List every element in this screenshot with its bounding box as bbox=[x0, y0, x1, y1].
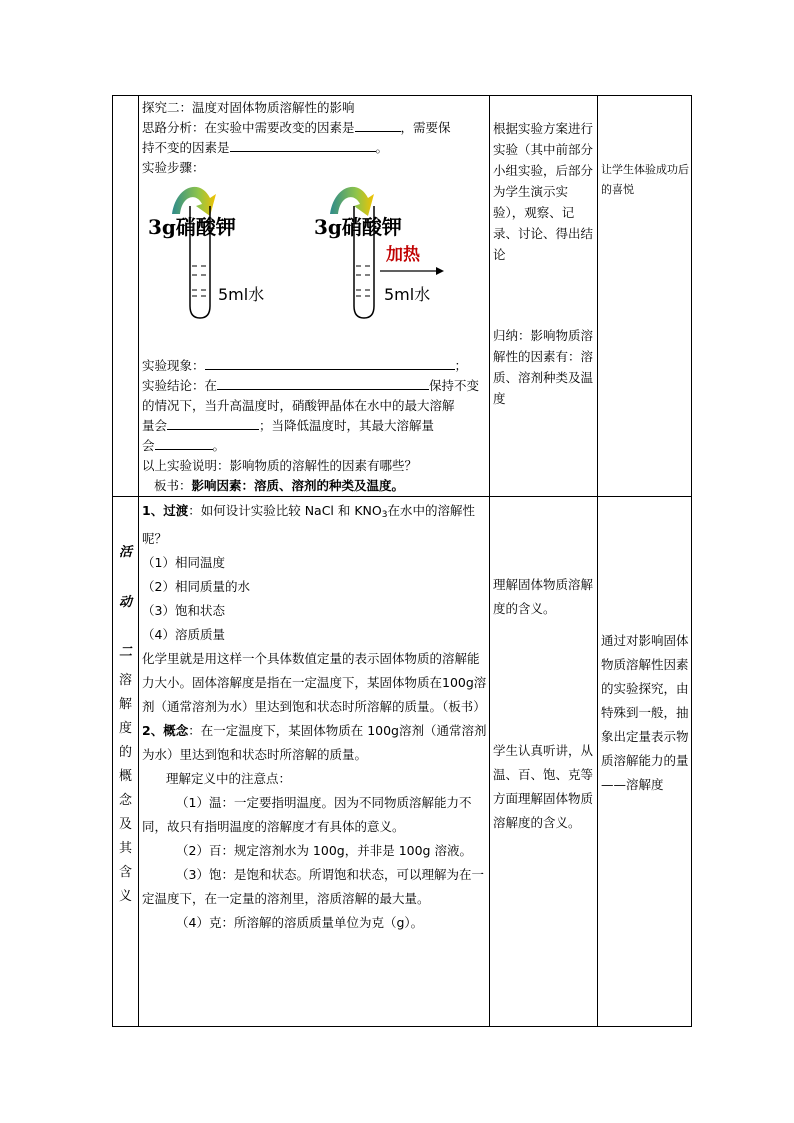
condition-item: （1）相同温度 bbox=[142, 555, 225, 570]
figure-right-solute: 3g硝酸钾 bbox=[314, 215, 402, 239]
design-intent-text-2: 通过对影响固体物质溶解性因素的实验探究，由特殊到一般，抽象出定量表示物质溶解能力的量——溶解度 bbox=[601, 633, 689, 792]
student-activity-text: 根据实验方案进行实验（其中前部分小组实验，后部分为学生演示实验），观察、记录、讨论、得出结论 bbox=[493, 121, 594, 262]
note-saturation: （3）饱：是饱和状态。所谓饱和状态，可以理解为在一定温度下，在一定量的溶剂里，溶质溶解的最大量。 bbox=[142, 867, 484, 906]
inquiry-title: 探究二：温度对固体物质溶解性的影响 bbox=[142, 100, 355, 115]
teacher-content-cell: 探究二：温度对固体物质溶解性的影响 思路分析：在实验中需要改变的因素是 ，需要保 持不变的因素是 。 实验步骤： 3g硝酸钾 5ml水 3g硝酸钾 加热 5ml水 实验现象： ； 实验结论：在 保持不变 的情况下，当升高温度时，硝酸钾晶体在水中的最大溶解 量会 ；当降低温度时，其最大溶解量 会 。 以上实验说明：影响物质的溶解性的因素有哪些？ 板书：影响因素：溶质、溶剂的种类及温度。 bbox=[139, 96, 490, 497]
student-activity-cell-2 bbox=[490, 497, 598, 1027]
condition-item: （4）溶质质量 bbox=[142, 627, 225, 642]
note-hundred: （2）百：规定溶剂水为 100g，并非是 100g 溶液。 bbox=[176, 843, 472, 858]
transition-text: 1、过渡：如何设计实验比较 NaCl 和 $KNO_3$在水中的溶解性呢？ bbox=[142, 503, 475, 546]
heat-arrow-icon bbox=[380, 267, 444, 275]
pour-arrow-icon-right bbox=[330, 187, 374, 216]
question-line: 以上实验说明：影响物质的溶解性的因素有哪些？ bbox=[142, 458, 418, 473]
student-understanding-text: 理解固体物质溶解度的含义。 bbox=[493, 577, 594, 616]
analysis-text: 思路分析：在实验中需要改变的因素是 ，需要保 bbox=[142, 120, 451, 135]
table-row-activity-two bbox=[113, 497, 692, 1027]
blank-rise-result bbox=[167, 416, 259, 430]
figure-right-water: 5ml水 bbox=[384, 285, 431, 304]
figure-heat-label: 加热 bbox=[386, 245, 420, 265]
blank-fall-result bbox=[155, 436, 213, 450]
note-gram: （4）克：所溶解的溶质质量单位为克（g）。 bbox=[176, 915, 424, 930]
summary-text: 归纳：影响物质溶解性的因素有：溶质、溶剂种类及温度 bbox=[493, 328, 594, 406]
design-intent-cell-2 bbox=[598, 497, 692, 1027]
table-row-inquiry-two bbox=[113, 96, 692, 497]
activity-label-cell bbox=[113, 497, 139, 1027]
figure-left-water: 5ml水 bbox=[218, 285, 265, 304]
condition-item: （2）相同质量的水 bbox=[142, 579, 250, 594]
lesson-plan-table bbox=[112, 95, 692, 1027]
note-temperature: （1）温：一定要指明温度。因为不同物质溶解能力不同，故只有指明温度的溶解度才有具体的意义。 bbox=[142, 795, 472, 834]
notes-title: 理解定义中的注意点： bbox=[166, 771, 292, 786]
test-tube-diagram bbox=[142, 178, 492, 356]
conclusion-line: 实验结论：在 保持不变 bbox=[142, 378, 480, 393]
activity-label-cell-empty bbox=[113, 96, 139, 497]
student-listening-text: 学生认真听讲，从温、百、饱、克等方面理解固体物质溶解度的含义。 bbox=[493, 743, 594, 830]
board-note: 板书：影响因素：溶质、溶剂的种类及温度。 bbox=[154, 478, 405, 493]
concept-text: 2、概念：在一定温度下，某固体物质在 100g溶剂（通常溶剂为水）里达到饱和状态时所溶解的质量。 bbox=[142, 723, 487, 762]
design-intent-cell bbox=[598, 96, 692, 497]
design-intent-text: 让学生体验成功后的喜悦 bbox=[601, 163, 689, 196]
blank-constant-factor bbox=[230, 138, 376, 152]
phenomenon-line: 实验现象： ； bbox=[142, 358, 468, 373]
figure-left-solute: 3g硝酸钾 bbox=[148, 215, 236, 239]
teacher-content-cell-2 bbox=[139, 497, 490, 1027]
activity-two-vertical-label: 活 动 二 溶 解 度 的 概 念 及 其 含 义 bbox=[118, 545, 132, 904]
student-activity-cell bbox=[490, 96, 598, 497]
steps-label: 实验步骤： bbox=[142, 160, 205, 175]
condition-item: （3）饱和状态 bbox=[142, 603, 225, 618]
blank-changed-factor bbox=[355, 118, 401, 132]
experiment-figure bbox=[142, 178, 487, 356]
blank-condition bbox=[217, 376, 429, 390]
explanation-text: 化学里就是用这样一个具体数值定量的表示固体物质的溶解能力大小。固体溶解度是指在一定温度下，某固体物质在100g溶剂（通常溶剂为水）里达到饱和状态时所溶解的质量。（板书） bbox=[142, 651, 487, 714]
blank-phenomenon bbox=[205, 356, 455, 370]
